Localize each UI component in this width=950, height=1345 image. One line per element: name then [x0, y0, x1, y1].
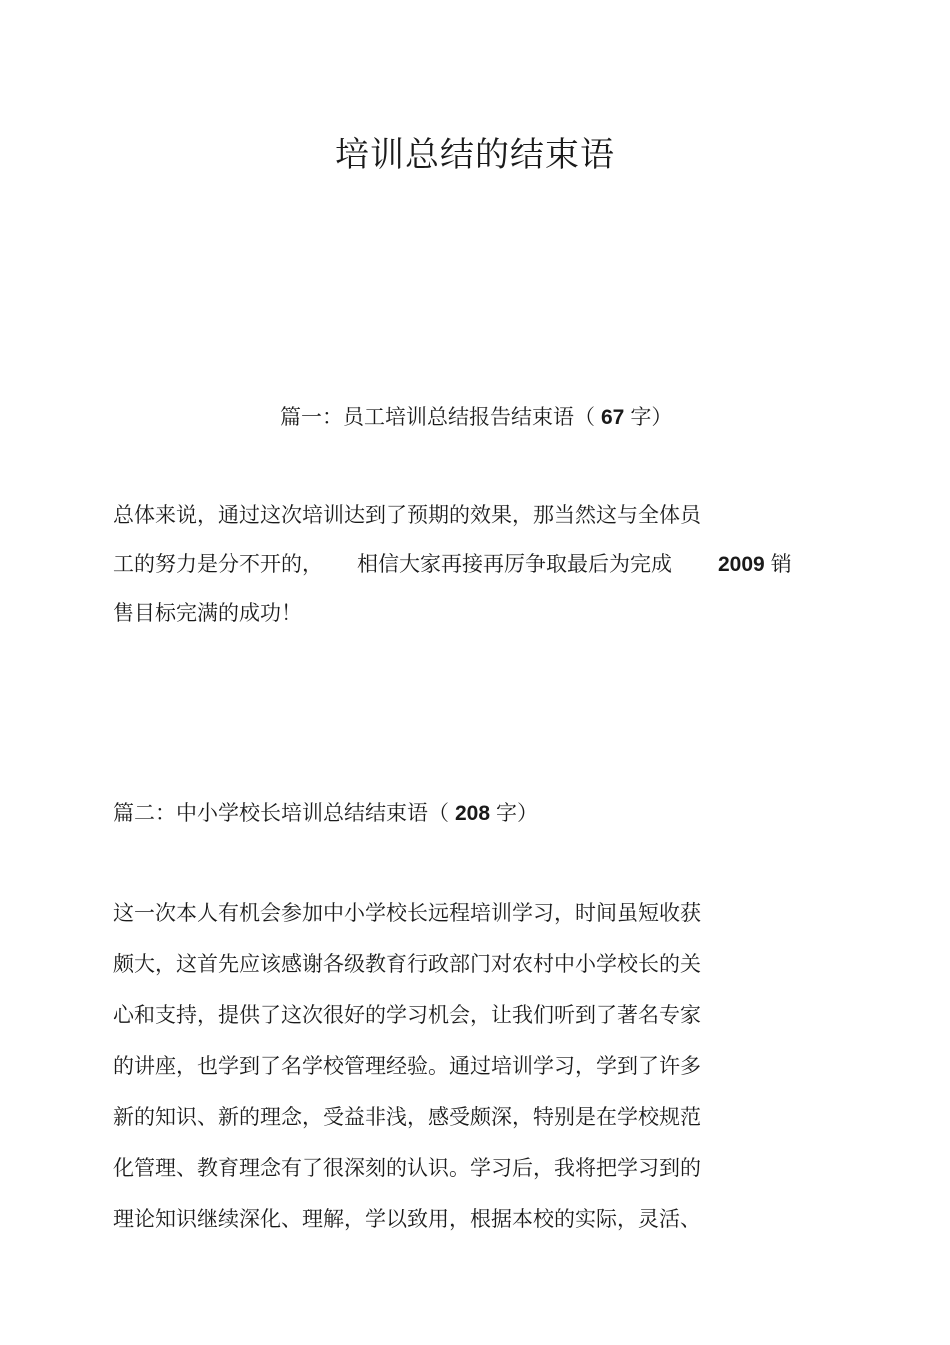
section2-heading-prefix: 篇二：中小学校长培训总结结束语（	[113, 801, 449, 825]
document-title: 培训总结的结束语	[335, 135, 615, 175]
section1-heading-count: 67	[601, 406, 625, 429]
section1-line-2-part-b: 相信大家再接再厉争取最后为完成	[357, 552, 672, 576]
section1-heading-suffix: 字）	[630, 405, 673, 429]
section2-heading-suffix: 字）	[496, 801, 539, 825]
section2-heading	[113, 798, 538, 829]
section1-heading	[280, 402, 672, 433]
section2-line: 颇大，这首先应该感谢各级教育行政部门对农村中小学校长的关	[113, 952, 701, 976]
section2-line: 心和支持，提供了这次很好的学习机会，让我们听到了著名专家	[113, 1003, 701, 1027]
section2-paragraph	[113, 898, 701, 1255]
section2-line: 这一次本人有机会参加中小学校长远程培训学习，时间虽短收获	[113, 901, 701, 925]
section1-line-2-part-c: 销	[770, 552, 792, 576]
section1-heading-prefix: 篇一：员工培训总结报告结束语（	[280, 405, 595, 429]
section1-line-2-part-a: 工的努力是分不开的，	[113, 552, 323, 576]
section2-line: 理论知识继续深化、理解，学以致用，根据本校的实际，灵活、	[113, 1207, 701, 1231]
section2-line: 的讲座，也学到了名学校管理经验。通过培训学习，学到了许多	[113, 1054, 701, 1078]
section2-line: 化管理、教育理念有了很深刻的认识。学习后，我将把学习到的	[113, 1156, 701, 1180]
section1-line-1: 总体来说，通过这次培训达到了预期的效果，那当然这与全体员	[113, 503, 701, 527]
section1-line-3: 售目标完满的成功！	[113, 601, 302, 625]
section1-line-2-number: 2009	[718, 553, 765, 576]
section2-line: 新的知识、新的理念，受益非浅，感受颇深，特别是在学校规范	[113, 1105, 701, 1129]
section1-line-2	[113, 549, 792, 598]
section1-paragraph	[113, 500, 792, 647]
section2-heading-count: 208	[455, 802, 491, 825]
